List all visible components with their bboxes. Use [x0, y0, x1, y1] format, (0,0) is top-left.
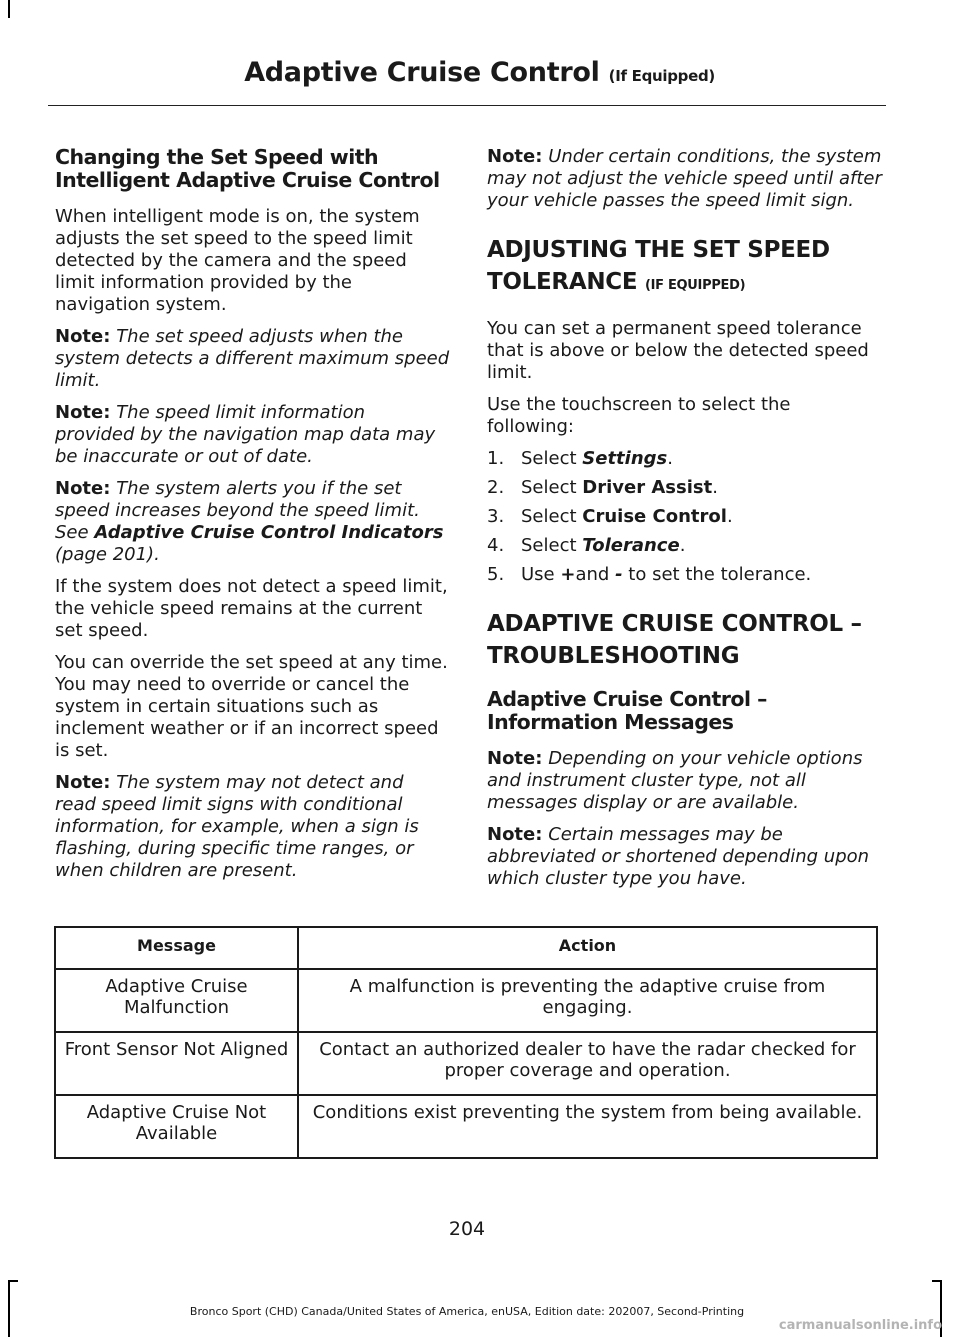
step-number: 3.: [487, 506, 505, 527]
note-map-data: [55, 402, 450, 468]
paragraph-override: You can override the set speed at any time. You may need to override or cancel the system in certain situations such as inclement weather or if an incorrect speed is set.: [55, 652, 448, 761]
note-label: Note:: [55, 478, 111, 499]
section-heading-tolerance: [487, 234, 882, 302]
note-label: Note:: [55, 772, 111, 793]
table-header-row: [55, 927, 877, 969]
step-number: 4.: [487, 535, 505, 556]
crop-mark-top-left: [8, 0, 10, 18]
note-text: The system alerts you if the set speed increases beyond the speed limit. See: [55, 478, 420, 543]
step-text: Select: [521, 448, 577, 469]
message-cell: Front Sensor Not Aligned: [55, 1032, 298, 1095]
note-passes-sign: [487, 146, 882, 212]
note-text: The set speed adjusts when the system detects a different maximum speed limit.: [55, 326, 450, 391]
note-text: Depending on your vehicle options and instrument cluster type, not all messages display or are available.: [487, 748, 863, 813]
paragraph-tolerance: You can set a permanent speed tolerance that is above or below the detected speed limit.: [487, 318, 869, 383]
note-label: Note:: [55, 326, 111, 347]
note-system-alerts: [55, 478, 450, 566]
note-conditional-signs: [55, 772, 450, 882]
page-number: 204: [448, 1218, 486, 1240]
section-heading-troubleshooting: ADAPTIVE CRUISE CONTROL – TROUBLESHOOTING: [487, 611, 862, 669]
note-set-speed-adjusts: [55, 326, 450, 392]
note-text: The system may not detect and read speed limit signs with conditional information, for example, when a sign is flashing, during specific time ranges, or when children are present.: [55, 772, 419, 881]
column-header-message: Message: [55, 927, 298, 969]
tolerance-heading-text: ADJUSTING THE SET SPEED TOLERANCE: [487, 237, 830, 295]
note-cluster-options: [487, 748, 882, 814]
step-number: 5.: [487, 564, 505, 585]
information-messages-table: [54, 926, 878, 1159]
step-text: to set the tolerance.: [628, 564, 812, 585]
page-header-title: [244, 57, 715, 88]
column-header-action: Action: [298, 927, 877, 969]
edition-footer: Bronco Sport (CHD) Canada/United States of America, enUSA, Edition date: 202007, Second-Printing: [189, 1305, 745, 1318]
table-row: [55, 1095, 877, 1158]
list-item: [487, 535, 882, 557]
action-cell: A malfunction is preventing the adaptive cruise from engaging.: [298, 969, 877, 1032]
left-column: [55, 146, 450, 892]
message-cell: Adaptive Cruise Not Available: [55, 1095, 298, 1158]
cross-reference-link[interactable]: Adaptive Cruise Control Indicators: [94, 522, 444, 543]
plus-symbol: +: [560, 564, 576, 585]
step-text: and: [575, 564, 610, 585]
note-text: Under certain conditions, the system may not adjust the vehicle speed until after your vehicle passes the speed limit sign.: [487, 146, 882, 211]
crop-mark-bottom-right-h: [932, 1280, 942, 1282]
tolerance-steps: [487, 448, 882, 586]
menu-setting-name: Settings: [582, 448, 668, 469]
note-abbreviated-messages: [487, 824, 882, 890]
step-text: Use: [521, 564, 555, 585]
tolerance-heading-qualifier: (IF EQUIPPED): [644, 278, 746, 293]
message-cell: Adaptive Cruise Malfunction: [55, 969, 298, 1032]
step-punct: .: [679, 535, 686, 556]
action-cell: Contact an authorized dealer to have the radar checked for proper coverage and operation.: [298, 1032, 877, 1095]
step-number: 2.: [487, 477, 505, 498]
note-text: The speed limit information provided by the navigation map data may be inaccurate or out of date.: [55, 402, 436, 467]
paragraph-use-touchscreen: Use the touchscreen to select the following:: [487, 394, 791, 437]
paragraph-no-speed-limit: If the system does not detect a speed limit, the vehicle speed remains at the current set speed.: [55, 576, 448, 641]
note-label: Note:: [487, 824, 543, 845]
step-text: Select: [521, 477, 577, 498]
header-divider: [48, 105, 886, 106]
list-item: [487, 477, 882, 499]
step-number: 1.: [487, 448, 505, 469]
list-item: [487, 564, 882, 586]
note-text: Certain messages may be abbreviated or shortened depending upon which cluster type you have.: [487, 824, 870, 889]
section-heading-changing-set-speed: Changing the Set Speed with Intelligent Adaptive Cruise Control: [55, 145, 440, 192]
step-text: Select: [521, 506, 577, 527]
header-title-text: Adaptive Cruise Control: [244, 57, 600, 88]
step-text: Select: [521, 535, 577, 556]
crop-mark-bottom-left-h: [8, 1280, 18, 1282]
watermark: carmanualsonline.info: [778, 1318, 942, 1333]
list-item: [487, 448, 882, 470]
right-column: [487, 146, 882, 900]
menu-setting-name: Tolerance: [582, 535, 680, 556]
note-label: Note:: [55, 402, 111, 423]
minus-symbol: -: [615, 564, 623, 585]
header-subtitle: (If Equipped): [608, 67, 715, 85]
menu-setting-name: Driver Assist: [582, 477, 713, 498]
table-row: [55, 969, 877, 1032]
step-punct: .: [726, 506, 733, 527]
paragraph-intelligent-mode: When intelligent mode is on, the system adjusts the set speed to the speed limit detected by the camera and the speed limit information provided by the navigation system.: [55, 206, 420, 315]
table-row: [55, 1032, 877, 1095]
note-label: Note:: [487, 748, 543, 769]
list-item: [487, 506, 882, 528]
page-reference: (page 201).: [55, 544, 160, 565]
menu-setting-name: Cruise Control: [582, 506, 727, 527]
step-punct: .: [712, 477, 718, 498]
note-label: Note:: [487, 146, 543, 167]
step-punct: .: [667, 448, 673, 469]
action-cell: Conditions exist preventing the system from being available.: [298, 1095, 877, 1158]
subheading-information-messages: Adaptive Cruise Control – Information Messages: [487, 687, 767, 734]
